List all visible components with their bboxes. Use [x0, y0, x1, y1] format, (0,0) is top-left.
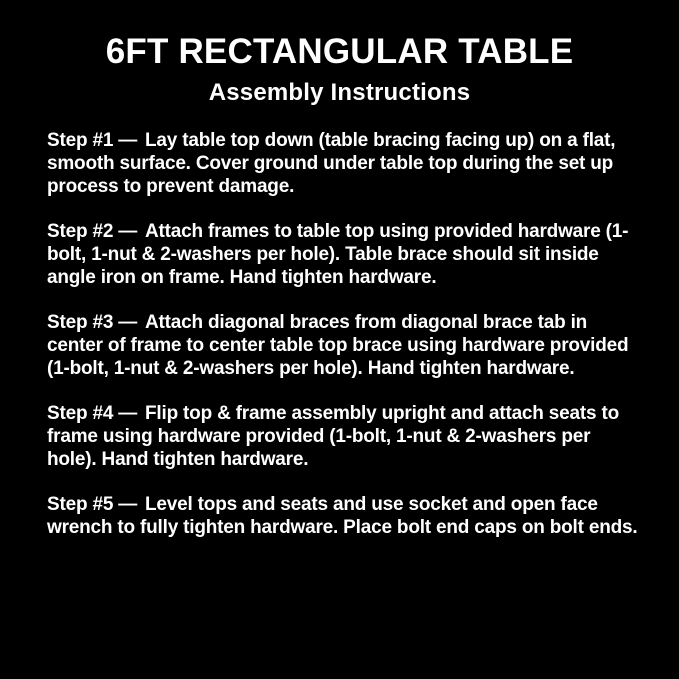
step-2-text: Attach frames to table top using provided hardware (1-bolt, 1-nut & 2-washers per hole). Table brace should sit inside angle iron on frame. Hand tighten hardware. — [47, 221, 629, 288]
page-title: 6FT RECTANGULAR TABLE — [105, 32, 574, 71]
step-5-label: Step #5 — [47, 494, 114, 515]
step-3-label: Step #3 — [47, 312, 114, 333]
step-3-text: Attach diagonal braces from diagonal brace tab in center of frame to center table top brace using hardware provided (1-bolt, 1-nut & 2-washers per hole). Hand tighten hardware. — [47, 312, 629, 379]
step-4-label: Step #4 — [47, 403, 114, 424]
step-4-text: Flip top & frame assembly upright and attach seats to frame using hardware provided (1-bolt, 1-nut & 2-washers per hole). Hand tighten hardware. — [47, 403, 619, 470]
step-paragraph-4 — [47, 402, 639, 471]
page-subtitle: Assembly Instructions — [208, 79, 471, 106]
step-3-dash: — — [118, 312, 137, 333]
step-paragraph-2 — [47, 220, 639, 289]
step-1-label: Step #1 — [47, 130, 114, 151]
steps-section — [0, 107, 679, 539]
poster-header — [0, 0, 679, 107]
step-2-dash: — — [118, 221, 137, 242]
step-1-dash: — — [118, 130, 137, 151]
step-paragraph-1 — [47, 129, 639, 198]
step-paragraph-5 — [47, 493, 639, 539]
step-1-text: Lay table top down (table bracing facing up) on a flat, smooth surface. Cover ground under table top during the set up process to prevent damage. — [47, 130, 616, 197]
step-4-dash: — — [118, 403, 137, 424]
step-5-text: Level tops and seats and use socket and open face wrench to fully tighten hardware. Place bolt end caps on bolt ends. — [47, 494, 638, 538]
step-5-dash: — — [118, 494, 137, 515]
step-paragraph-3 — [47, 311, 639, 380]
step-2-label: Step #2 — [47, 221, 114, 242]
